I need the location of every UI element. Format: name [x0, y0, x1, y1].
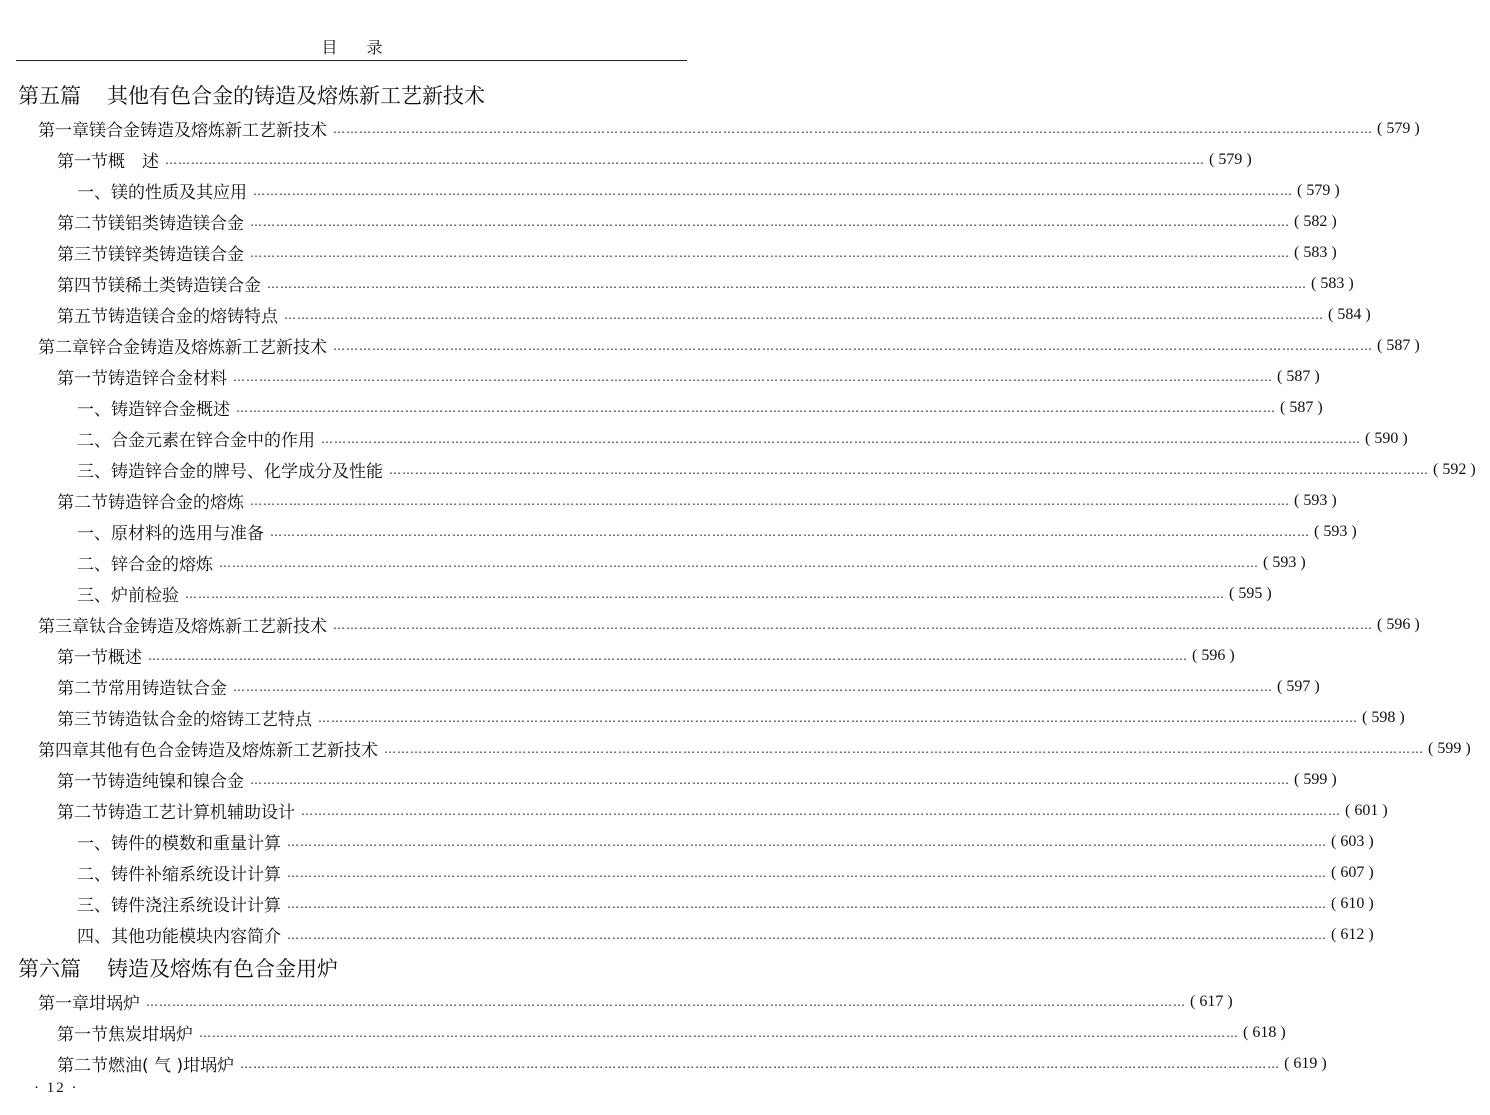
header-rule [16, 60, 687, 61]
leader-dots: …………………………………………………………………………………………………………………………………………………………………………………………………………………… [236, 400, 1276, 415]
leader-dots: …………………………………………………………………………………………………………………………………………………………………………………………………………………… [199, 1025, 1239, 1040]
leader-dots: …………………………………………………………………………………………………………………………………………………………………………………………………………………… [250, 214, 1290, 229]
leader-dots: …………………………………………………………………………………………………………………………………………………………………………………………………………………… [250, 493, 1290, 508]
toc-chapter-label: 第三章 [38, 617, 89, 637]
toc-page-number: ( 607 ) [1331, 863, 1374, 881]
toc-page-number: ( 601 ) [1345, 801, 1388, 819]
toc-page-number: ( 596 ) [1192, 646, 1235, 664]
toc-section-row [0, 702, 1405, 733]
toc-section-title: 铸造锌合金的熔炼 [108, 493, 244, 513]
leader-dots: …………………………………………………………………………………………………………………………………………………………………………………………………………………… [240, 1056, 1281, 1071]
toc-section-title: 镁稀土类铸造镁合金 [108, 276, 261, 296]
leader-dots: …………………………………………………………………………………………………………………………………………………………………………………………………………………… [270, 524, 1310, 539]
toc-section-row [0, 268, 1354, 299]
toc-item-row [0, 888, 1374, 919]
toc-page-number: ( 592 ) [1433, 460, 1476, 478]
toc-section-label: 第一节 [57, 1025, 108, 1045]
toc-page-number: ( 596 ) [1377, 615, 1420, 633]
toc-item-title: 二、合金元素在锌合金中的作用 [77, 431, 315, 451]
toc-chapter-row [0, 330, 1420, 361]
toc-page-number: ( 612 ) [1331, 925, 1374, 943]
toc-page-number: ( 617 ) [1190, 992, 1233, 1010]
toc-section-label: 第二节 [57, 803, 108, 823]
toc-section-row [0, 640, 1235, 671]
leader-dots: …………………………………………………………………………………………………………………………………………………………………………………………………………………… [333, 617, 1373, 632]
toc-chapter-label: 第四章 [38, 741, 89, 761]
leader-dots: …………………………………………………………………………………………………………………………………………………………………………………………………………………… [333, 121, 1373, 136]
toc-item-title: 一、镁的性质及其应用 [77, 183, 247, 203]
leader-dots: …………………………………………………………………………………………………………………………………………………………………………………………………………………… [318, 710, 1358, 725]
toc-part-row [0, 952, 722, 983]
toc-page-number: ( 587 ) [1277, 367, 1320, 385]
toc-chapter-title: 坩埚炉 [89, 994, 140, 1014]
toc-section-row [0, 764, 1337, 795]
toc-section-label: 第一节 [57, 648, 108, 668]
leader-dots: …………………………………………………………………………………………………………………………………………………………………………………………………………………… [287, 927, 1327, 942]
toc-chapter-title: 其他有色合金铸造及熔炼新工艺新技术 [89, 741, 378, 761]
toc-page-number: ( 595 ) [1229, 584, 1272, 602]
page-number: · 12 · [34, 1080, 79, 1096]
toc-section-label: 第三节 [57, 710, 108, 730]
toc-item-row [0, 919, 1374, 950]
leader-dots: …………………………………………………………………………………………………………………………………………………………………………………………………………………… [321, 431, 1361, 446]
toc-chapter-row [0, 733, 1471, 764]
toc-chapter-label: 第二章 [38, 338, 89, 358]
toc-section-label: 第五节 [57, 307, 108, 327]
leader-dots: …………………………………………………………………………………………………………………………………………………………………………………………………………………… [250, 245, 1290, 260]
toc-item-title: 三、炉前检验 [77, 586, 179, 606]
toc-section-title: 燃油( 气 )坩埚炉 [108, 1056, 235, 1076]
toc-section-label: 第三节 [57, 245, 108, 265]
running-header: 目 录 [321, 38, 395, 57]
toc-chapter-label: 第一章 [38, 121, 89, 141]
toc-section-row [0, 1017, 1286, 1048]
toc-section-title: 镁铝类铸造镁合金 [108, 214, 244, 234]
toc-section-row [0, 299, 1371, 330]
toc-section-title: 概述 [108, 648, 142, 668]
toc-item-title: 三、铸件浇注系统设计计算 [77, 896, 281, 916]
toc-section-row [0, 361, 1320, 392]
toc-section-row [0, 144, 1252, 175]
toc-item-title: 二、锌合金的熔炼 [77, 555, 213, 575]
toc-section-label: 第一节 [57, 369, 108, 389]
toc-section-row [0, 671, 1320, 702]
toc-chapter-row [0, 113, 1420, 144]
toc-section-label: 第四节 [57, 276, 108, 296]
toc-part-title: 其他有色合金的铸造及熔炼新工艺新技术 [107, 83, 485, 108]
toc-page-number: ( 582 ) [1294, 212, 1337, 230]
leader-dots: …………………………………………………………………………………………………………………………………………………………………………………………………………………… [287, 865, 1327, 880]
toc-item-row [0, 826, 1374, 857]
toc-page-number: ( 618 ) [1243, 1023, 1286, 1041]
leader-dots: …………………………………………………………………………………………………………………………………………………………………………………………………………………… [253, 183, 1293, 198]
leader-dots: …………………………………………………………………………………………………………………………………………………………………………………………………………………… [148, 648, 1188, 663]
leader-dots: …………………………………………………………………………………………………………………………………………………………………………………………………………………… [267, 276, 1307, 291]
leader-dots: …………………………………………………………………………………………………………………………………………………………………………………………………………………… [333, 338, 1373, 353]
toc-item-title: 一、原材料的选用与准备 [77, 524, 264, 544]
toc-section-title: 镁锌类铸造镁合金 [108, 245, 244, 265]
leader-dots: …………………………………………………………………………………………………………………………………………………………………………………………………………………… [287, 834, 1327, 849]
toc-page-number: ( 597 ) [1277, 677, 1320, 695]
toc-page-number: ( 599 ) [1428, 739, 1471, 757]
toc-section-label: 第二节 [57, 1056, 108, 1076]
toc-page-number: ( 599 ) [1294, 770, 1337, 788]
leader-dots: …………………………………………………………………………………………………………………………………………………………………………………………………………………… [301, 803, 1341, 818]
toc-item-row [0, 857, 1374, 888]
toc-page-number: ( 619 ) [1284, 1054, 1327, 1072]
toc-section-title: 铸造工艺计算机辅助设计 [108, 803, 295, 823]
toc-item-row [0, 578, 1272, 609]
toc-item-row [0, 175, 1340, 206]
toc-page-number: ( 590 ) [1365, 429, 1408, 447]
toc-item-title: 二、铸件补缩系统设计计算 [77, 865, 281, 885]
toc-section-row [0, 795, 1388, 826]
toc-page-number: ( 593 ) [1263, 553, 1306, 571]
toc-page-number: ( 579 ) [1297, 181, 1340, 199]
leader-dots: …………………………………………………………………………………………………………………………………………………………………………………………………………………… [185, 586, 1225, 601]
toc-item-row [0, 454, 1476, 485]
leader-dots: …………………………………………………………………………………………………………………………………………………………………………………………………………………… [146, 994, 1186, 1009]
toc-page-number: ( 587 ) [1280, 398, 1323, 416]
leader-dots: …………………………………………………………………………………………………………………………………………………………………………………………………………………… [219, 555, 1259, 570]
toc-chapter-title: 钛合金铸造及熔炼新工艺新技术 [89, 617, 327, 637]
leader-dots: …………………………………………………………………………………………………………………………………………………………………………………………………………………… [250, 772, 1290, 787]
toc-section-row [0, 206, 1337, 237]
toc-page-number: ( 579 ) [1209, 150, 1252, 168]
toc-page-number: ( 603 ) [1331, 832, 1374, 850]
toc-section-label: 第二节 [57, 214, 108, 234]
toc-page-number: ( 587 ) [1377, 336, 1420, 354]
leader-dots: …………………………………………………………………………………………………………………………………………………………………………………………………………………… [284, 307, 1324, 322]
toc-section-title: 铸造锌合金材料 [108, 369, 227, 389]
toc-section-title: 常用铸造钛合金 [108, 679, 227, 699]
toc-section-label: 第一节 [57, 772, 108, 792]
toc-section-label: 第一节 [57, 152, 108, 172]
toc-page-number: ( 583 ) [1311, 274, 1354, 292]
toc-chapter-row [0, 986, 1233, 1017]
toc-chapter-title: 镁合金铸造及熔炼新工艺新技术 [89, 121, 327, 141]
leader-dots: …………………………………………………………………………………………………………………………………………………………………………………………………………………… [165, 152, 1205, 167]
toc-page-number: ( 583 ) [1294, 243, 1337, 261]
toc-page-number: ( 593 ) [1294, 491, 1337, 509]
toc-part-row [0, 79, 722, 110]
toc-part-title: 铸造及熔炼有色合金用炉 [107, 956, 338, 981]
leader-dots: …………………………………………………………………………………………………………………………………………………………………………………………………………………… [233, 369, 1273, 384]
toc-item-row [0, 547, 1306, 578]
toc-page-number: ( 598 ) [1362, 708, 1405, 726]
leader-dots: …………………………………………………………………………………………………………………………………………………………………………………………………………………… [287, 896, 1327, 911]
toc-section-label: 第二节 [57, 493, 108, 513]
toc-page-number: ( 610 ) [1331, 894, 1374, 912]
toc-part-label: 第六篇 [18, 956, 81, 981]
toc-section-title: 铸造镁合金的熔铸特点 [108, 307, 278, 327]
toc-item-row [0, 392, 1323, 423]
toc-part-label: 第五篇 [18, 83, 81, 108]
toc-section-title: 焦炭坩埚炉 [108, 1025, 193, 1045]
leader-dots: …………………………………………………………………………………………………………………………………………………………………………………………………………………… [384, 741, 1424, 756]
toc-item-title: 三、铸造锌合金的牌号、化学成分及性能 [77, 462, 383, 482]
toc-section-title: 概 述 [108, 152, 159, 172]
toc-chapter-title: 锌合金铸造及熔炼新工艺新技术 [89, 338, 327, 358]
toc-item-row [0, 423, 1408, 454]
toc-chapter-label: 第一章 [38, 994, 89, 1014]
toc-page-number: ( 584 ) [1328, 305, 1371, 323]
toc-item-title: 四、其他功能模块内容简介 [77, 927, 281, 947]
toc-item-title: 一、铸件的模数和重量计算 [77, 834, 281, 854]
toc-section-title: 铸造钛合金的熔铸工艺特点 [108, 710, 312, 730]
toc-section-row [0, 1048, 1327, 1079]
toc-page-number: ( 579 ) [1377, 119, 1420, 137]
toc-item-row [0, 516, 1357, 547]
toc-item-title: 一、铸造锌合金概述 [77, 400, 230, 420]
leader-dots: …………………………………………………………………………………………………………………………………………………………………………………………………………………… [389, 462, 1429, 477]
toc-page-number: ( 593 ) [1314, 522, 1357, 540]
toc-section-title: 铸造纯镍和镍合金 [108, 772, 244, 792]
toc-chapter-row [0, 609, 1420, 640]
toc-section-label: 第二节 [57, 679, 108, 699]
leader-dots: …………………………………………………………………………………………………………………………………………………………………………………………………………………… [233, 679, 1273, 694]
toc-section-row [0, 485, 1337, 516]
toc-section-row [0, 237, 1337, 268]
